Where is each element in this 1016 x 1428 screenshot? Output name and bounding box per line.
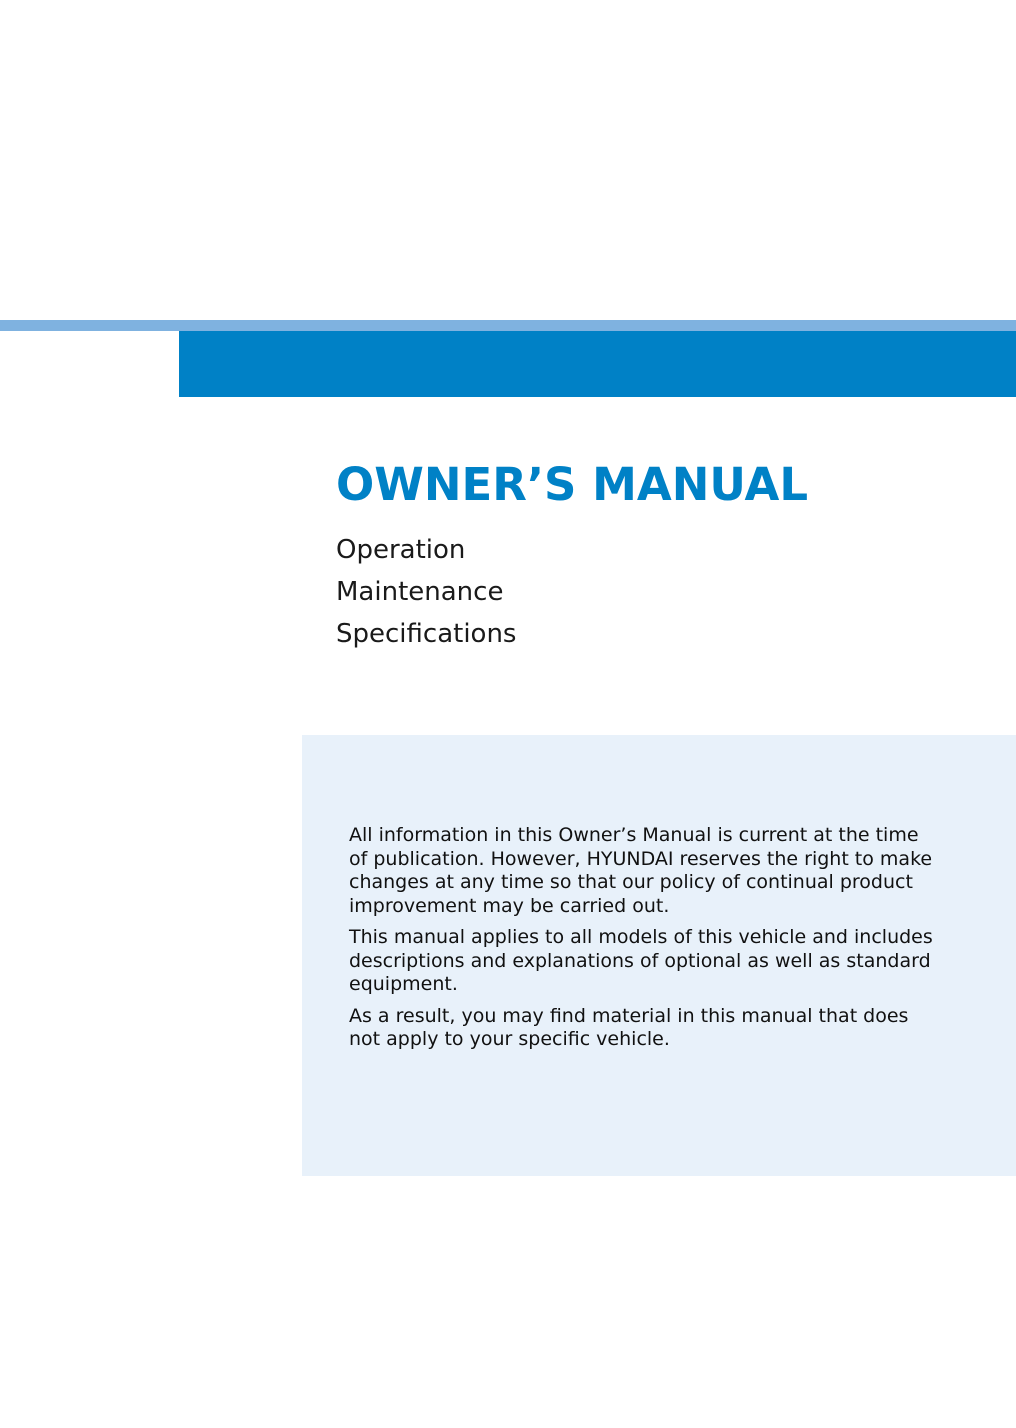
header-light-stripe	[0, 320, 1016, 331]
subtitle-list	[336, 529, 516, 655]
notice-box	[302, 735, 1016, 1176]
notice-paragraph-applies-to-models: This manual applies to all models of this vehicle and includes descriptions and explanations of optional as well as standard equipment.	[349, 926, 933, 995]
subtitle-operation: Operation	[336, 535, 466, 565]
notice-paragraph-specific-vehicle: As a result, you may find material in this manual that does not apply to your specific vehicle.	[349, 1004, 909, 1050]
header-blue-band	[179, 331, 1016, 397]
notice-text	[349, 824, 939, 1060]
page-title: OWNER’S MANUAL	[336, 458, 809, 511]
notice-paragraph-current-info: All information in this Owner’s Manual is current at the time of publication. However, HYUNDAI reserves the right to make changes at any time so that our policy of continual product improvement may be carried out.	[349, 824, 933, 917]
subtitle-maintenance: Maintenance	[336, 577, 504, 607]
subtitle-specifications: Specifications	[336, 619, 517, 649]
